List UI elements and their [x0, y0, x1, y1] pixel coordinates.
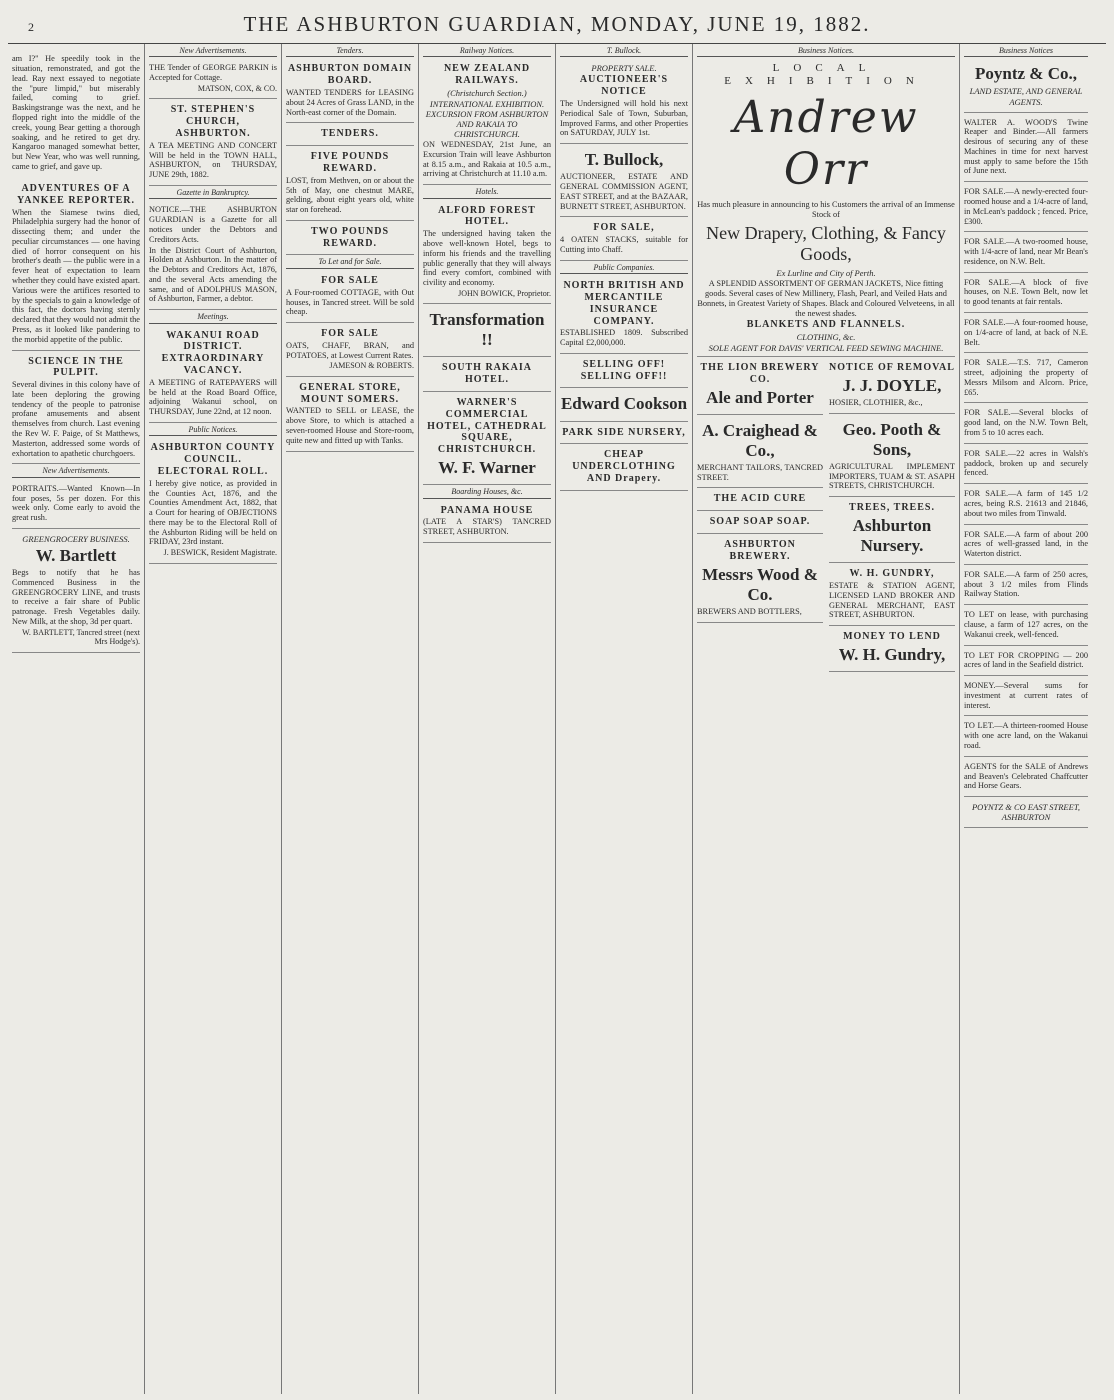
- column-5: [556, 44, 693, 1394]
- section-title: ADVENTURES OF A YANKEE REPORTER.: [16, 182, 136, 206]
- advert-text: PORTRAITS.—Wanted Known—In four poses, 5s per dozen. For this week only. Come early to avoid the great rush.: [12, 483, 140, 523]
- columns: [8, 44, 1106, 1394]
- advert-title: WARNER'S COMMERCIAL HOTEL, CATHEDRAL SQUARE, CHRISTCHURCH.: [427, 397, 547, 456]
- advert: [964, 678, 1088, 716]
- advert-title: W. H. GUNDRY,: [849, 568, 935, 580]
- advert: [560, 446, 688, 490]
- article-text: Several divines in this colony have of late been deploring the growing tendency of the people to patronise profane amusements and absent themselves from church. Last evening the Rev W. F. Paige, of St Matthews, Masterton, addressed some words of exhortation to apathetic churchgoers.: [12, 380, 140, 458]
- advert: [964, 718, 1088, 756]
- advert-title: THE ACID CURE: [713, 493, 807, 505]
- advert-text: NOTICE.—THE ASHBURTON GUARDIAN is a Gazette for all notices under the Debtors and Creditors Acts.: [149, 205, 277, 244]
- advert-title: GREENGROCERY BUSINESS.: [22, 533, 130, 544]
- advert-name: Messrs Wood & Co.: [702, 564, 818, 604]
- advert-subtitle: (Christchurch Section.): [447, 88, 527, 99]
- advert-name: W. Bartlett: [35, 545, 117, 565]
- advert: [286, 148, 414, 221]
- advert-name: J. J. DOYLE,: [842, 375, 942, 395]
- advert: [12, 531, 140, 653]
- advert: [697, 490, 823, 511]
- advert-text: FOR SALE.—A two-roomed house, with 1/4-acre of land, near Mr Bean's residence, on N.W. Belt.: [964, 237, 1088, 266]
- advert-text: I hereby give notice, as provided in the Counties Act, 1876, and the Counties Amendment Act, 1882, that a Court for hearing of OBJECTIONS there may be to the Electoral Roll of the Ashburton Riding will be held on FRIDAY, 23rd instant.: [149, 478, 277, 547]
- advert-text: WANTED TENDERS for LEASING about 24 Acres of Grass LAND, in the North-east corner of the Domain.: [286, 88, 414, 117]
- column-4: [419, 44, 556, 1394]
- advert: [560, 277, 688, 354]
- advert-title: TWO POUNDS REWARD.: [310, 225, 390, 249]
- section-head: Tenders.: [286, 46, 414, 57]
- advert-name: W. H. Gundry,: [838, 644, 946, 664]
- advert: [697, 417, 823, 489]
- advert-text: MONEY.—Several sums for investment at current rates of interest.: [964, 681, 1088, 710]
- advert: [286, 379, 414, 452]
- advert-title: TREES, TREES.: [849, 502, 935, 514]
- advert: [423, 359, 551, 392]
- article-block: [12, 180, 140, 351]
- advert-text: 4 OATEN STACKS, suitable for Cutting into Chaff.: [560, 235, 688, 254]
- advert-title: MONEY TO LEND: [843, 631, 941, 643]
- section-head: Boarding Houses, &c.: [423, 487, 551, 498]
- advert-title: NOTICE OF REMOVAL: [829, 362, 955, 374]
- advert-title: SOAP SOAP SOAP.: [709, 516, 811, 528]
- advert: [560, 424, 688, 445]
- advert: [964, 275, 1088, 313]
- advert-text: FOR SALE.—22 acres in Walsh's paddock, broken up and securely fenced.: [964, 448, 1088, 478]
- advert-signature: JAMESON & ROBERTS.: [329, 361, 414, 371]
- advert: [423, 202, 551, 305]
- advert-text: A Four-roomed COTTAGE, with Out houses, in Tancred street. Will be sold cheap.: [286, 287, 414, 317]
- advert-name: Ale and Porter: [706, 387, 814, 407]
- advert-title: FIVE POUNDS REWARD.: [310, 151, 390, 174]
- column-2: [145, 44, 282, 1394]
- advert-title: ALFORD FOREST HOTEL.: [438, 204, 536, 228]
- advert-title: FOR SALE: [321, 328, 379, 340]
- advert-subtitle: INTERNATIONAL EXHIBITION. EXCURSION FROM ASHBURTON AND RAKAIA TO CHRISTCHURCH.: [425, 99, 549, 140]
- column-7: [960, 44, 1092, 1394]
- advert: [964, 648, 1088, 677]
- advert-text: ON WEDNESDAY, 21st June, an Excursion Train will leave Ashburton at 8.15 a.m., and Rakaia at 10.5 a.m., arriving at Christchurch at 11.10 a.m.: [423, 140, 551, 179]
- advert: [964, 60, 1088, 112]
- advert: [964, 355, 1088, 403]
- advert: [964, 759, 1088, 797]
- advert-title: ASHBURTON COUNTY COUNCIL. ELECTORAL ROLL.: [150, 442, 276, 477]
- advert-title: NEW ZEALAND RAILWAYS.: [443, 63, 531, 87]
- advert: [560, 356, 688, 389]
- advert-subtitle: CLOTHING, &c.: [796, 332, 856, 343]
- advert-title: FOR SALE: [321, 274, 379, 286]
- advert-subtitle: LOCAL EXHIBITION: [724, 62, 928, 88]
- section-head: To Let and for Sale.: [286, 257, 414, 268]
- masthead-title: THE ASHBURTON GUARDIAN, MONDAY, JUNE 19, 1882.: [243, 12, 871, 36]
- advert-title: THE LION BREWERY CO.: [700, 362, 820, 385]
- advert-title: AUCTIONEER'S NOTICE: [579, 74, 669, 98]
- column-1: [8, 44, 145, 1394]
- advert-title: WAKANUI ROAD DISTRICT. EXTRAORDINARY VACANCY.: [161, 329, 265, 377]
- advert: [149, 327, 277, 423]
- sub-columns: [697, 359, 955, 674]
- section-head: Business Notices: [964, 46, 1088, 57]
- page-number: 2: [28, 20, 34, 34]
- section-head: New Advertisements.: [12, 466, 140, 477]
- advert-text: TO LET on lease, with purchasing clause, a farm of 127 acres, on the Wakanui creek, well-fenced.: [964, 610, 1088, 639]
- advert-title: ASHBURTON BREWERY.: [724, 539, 796, 562]
- advert-text: TO LET FOR CROPPING — 200 acres of land in the Seafield district.: [964, 650, 1088, 670]
- section-head: T. Bullock.: [560, 46, 688, 57]
- article-block: [12, 353, 140, 465]
- section-head: Public Notices.: [149, 425, 277, 436]
- advert-text: Has much pleasure in announcing to his Customers the arrival of an Immense Stock of: [697, 200, 955, 219]
- advert: [829, 416, 955, 497]
- advert-signature: JOHN BOWICK, Proprietor.: [458, 288, 551, 298]
- advert-title: ASHBURTON DOMAIN BOARD.: [287, 63, 413, 87]
- advert: [829, 565, 955, 626]
- section-head: Business Notices.: [697, 46, 955, 57]
- advert-text: FOR SALE.—A farm of 250 acres, about 3 1/2 miles from Flinds Railway Station.: [964, 569, 1088, 599]
- advert: [829, 359, 955, 414]
- advert: [286, 60, 414, 123]
- advert-title: New Drapery, Clothing, & Fancy Goods,: [706, 222, 946, 264]
- advert-title: BLANKETS AND FLANNELS.: [746, 319, 906, 331]
- advert-name: Ashburton Nursery.: [852, 516, 932, 556]
- advert-text: FOR SALE.—A farm of about 200 acres of well-grassed land, in the Waterton district.: [964, 529, 1088, 559]
- advert: [964, 527, 1088, 565]
- advert-name: T. Bullock,: [584, 150, 664, 170]
- advert: [286, 272, 414, 323]
- advert-text: THE Tender of GEORGE PARKIN is Accepted for Cottage.: [149, 63, 277, 83]
- advert-text: ESTABLISHED 1809. Subscribed Capital £2,000,000.: [560, 328, 688, 348]
- advert-text: ESTATE & STATION AGENT, LICENSED LAND BROKER AND GENERAL MERCHANT, EAST STREET, ASHBURTON.: [829, 580, 955, 620]
- advert-text: BREWERS AND BOTTLERS,: [697, 606, 802, 616]
- advert: [964, 799, 1088, 828]
- advert-text: FOR SALE.—A four-roomed house, on 1/4-acre of land, at back of N.E. Belt.: [964, 318, 1088, 347]
- advert-text: The undersigned having taken the above well-known Hotel, begs to inform his friends and the travelling public generally that they will always find every comfort, combined with civility and economy.: [423, 229, 551, 288]
- advert-text: FOR SALE.—A newly-erected four-roomed house and a 1/4-acre of land, in McLean's paddock ; fenced. Price, £300.: [964, 187, 1088, 226]
- advert-title: TENDERS.: [321, 128, 379, 140]
- advert-name: Poyntz & Co.,: [975, 64, 1077, 84]
- advert-text: Begs to notify that he has Commenced Business in the GREENGROCERY LINE, and trusts to receive a fair share of Public patronage. Fresh Vegetables daily. New Milk, at the shop, 3d per quart.: [12, 567, 140, 626]
- advert-title: ST. STEPHEN'S CHURCH, ASHBURTON.: [170, 104, 256, 140]
- advert-signature: POYNTZ & CO EAST STREET, ASHBURTON: [971, 802, 1081, 823]
- advert: [286, 325, 414, 377]
- advert-orr: [697, 60, 955, 357]
- advert: [12, 481, 140, 529]
- masthead: [8, 6, 1106, 44]
- advert: [560, 219, 688, 260]
- section-head: Railway Notices.: [423, 46, 551, 57]
- advert-text: A SPLENDID ASSORTMENT OF GERMAN JACKETS, Nice fitting goods. Several cases of New Millinery, Flash, Pearl, and Veiled Hats and Bonnets, in Greatest Variety of Shapes. Black and Coloured Velveteens, in all the newest shades.: [697, 279, 955, 318]
- advert-text: WANTED to SELL or LEASE, the above Store, to which is attached a seven-roomed House and Store-room, quite new and fitted up with Tanks.: [286, 406, 414, 445]
- advert-title: PANAMA HOUSE: [440, 504, 534, 516]
- advert-text: AGRICULTURAL IMPLEMENT IMPORTERS, TUAM & ST. ASAPH STREETS, CHRISTCHURCH.: [829, 461, 955, 491]
- advert-title: SOUTH RAKAIA HOTEL.: [441, 362, 533, 386]
- advert-name: Edward Cookson: [560, 394, 688, 414]
- advert: [423, 306, 551, 357]
- section-head: Gazette in Bankruptcy.: [149, 188, 277, 199]
- advert-text: A MEETING of RATEPAYERS will be held at the Road Board Office, adjoining Wakanui school, on THURSDAY, June 22nd, at 12 noon.: [149, 377, 277, 417]
- advert-text: TO LET.—A thirteen-roomed House with one acre land, on the Wakanui road.: [964, 721, 1088, 751]
- advert-name: W. F. Warner: [438, 458, 536, 478]
- advert-text: FOR SALE.—A farm of 145 1/2 acres, being R.S. 21613 and 21846, about two miles from Tinwald.: [964, 489, 1088, 518]
- column-3: [282, 44, 419, 1394]
- advert-title: SELLING OFF! SELLING OFF!!: [580, 358, 668, 382]
- advert: [829, 628, 955, 672]
- advert: [964, 567, 1088, 605]
- article-text: am I?" He speedily took in the situation, remonstrated, and got the lead. Ray next essayed to negotiate the "pure limpid," but miserably failed, coming to grief. Baskingstrange was the next, and he flopped right into the middle of the creek, young Bear getting a thorough soaking, and he retired to get dry. Kangaroo managed somewhat better, but New Year, who was well running, came to grief, and gave up.: [12, 54, 140, 171]
- advert: [286, 223, 414, 256]
- advert: [423, 502, 551, 543]
- advert-text: MERCHANT TAILORS, TANCRED STREET.: [697, 462, 823, 482]
- advert-text: FOR SALE.—A block of five houses, on N.E. Town Belt, now let to good tenants at fair rentals.: [964, 277, 1088, 307]
- advert-title: GENERAL STORE, MOUNT SOMERS.: [299, 381, 401, 405]
- advert: [697, 513, 823, 534]
- advert-text: A TEA MEETING AND CONCERT Will be held in the TOWN HALL, ASHBURTON, on THURSDAY, JUNE 29th, 1882.: [149, 140, 277, 180]
- advert-signature: MATSON, COX, & CO.: [197, 84, 277, 93]
- advert: [286, 125, 414, 146]
- advert: [423, 394, 551, 485]
- article-text: When the Siamese twins died, Philadelphia surgery had the honor of dissecting them; and under the peculiar circumstances — one having died of horror consequent on his brother's death — the public were in a fever heat of expectation to learn whether they could have existed apart. Various were the artifices resorted to by the specials to gain a knowledge of this fact, the doctors having sternly declared that they would not admit the Press, as it looked like pandering to the morbid appetite of the public.: [12, 207, 140, 344]
- advert: [560, 146, 688, 217]
- advert-text: AUCTIONEER, ESTATE AND GENERAL COMMISSION AGENT, EAST STREET, and at the BAZAAR, BURNETT STREET, ASHBURTON.: [560, 172, 688, 211]
- column-6: [693, 44, 960, 1394]
- advert: [560, 390, 688, 421]
- advert: [964, 486, 1088, 524]
- advert-text: The Undersigned will hold his next Periodical Sale of Town, Suburban, Improved Farms, and other Properties on SATURDAY, JULY 1st.: [560, 99, 688, 138]
- advert-text: WALTER A. WOOD'S Twine Reaper and Binder.—All farmers desirous of securing any of these Machines in time for next harvest must apply to same before the 15th of June next.: [964, 117, 1088, 176]
- advert: [149, 202, 277, 310]
- advert-name: Transformation !!: [429, 310, 545, 350]
- advert: [423, 60, 551, 185]
- advert-signature: W. BARTLETT, Tancred street (next Mrs Hodge's).: [22, 627, 140, 647]
- advert: [149, 439, 277, 563]
- advert: [964, 405, 1088, 443]
- advert: [964, 607, 1088, 645]
- advert-title: CHEAP UNDERCLOTHING AND Drapery.: [572, 449, 676, 484]
- advert: [829, 499, 955, 563]
- advert-text: (LATE A STAR'S) TANCRED STREET, ASHBURTON.: [423, 517, 551, 537]
- advert: [149, 101, 277, 186]
- section-title: SCIENCE IN THE PULPIT.: [28, 355, 124, 379]
- signature-logo: Andrew Orr: [733, 92, 919, 196]
- advert-subtitle: LAND ESTATE, AND GENERAL AGENTS.: [969, 86, 1083, 107]
- advert-text: FOR SALE.—T.S. 717, Cameron street, adjoining the property of Messrs Milsom and Alcorn. Price, £65.: [964, 358, 1088, 397]
- advert: [964, 234, 1088, 272]
- advert-title: PARK SIDE NURSERY,: [562, 426, 686, 438]
- section-head: Public Companies.: [560, 263, 688, 274]
- section-head: New Advertisements.: [149, 46, 277, 57]
- advert: [149, 60, 277, 99]
- advert: [697, 536, 823, 622]
- advert-signature: J. BESWICK, Resident Magistrate.: [163, 548, 277, 558]
- advert-title: FOR SALE,: [593, 222, 655, 234]
- advert-text: HOSIER, CLOTHIER, &c.,: [829, 398, 923, 408]
- advert-subtitle: SOLE AGENT FOR DAVIS' VERTICAL FEED SEWING MACHINE.: [708, 343, 944, 354]
- advert: [964, 315, 1088, 353]
- advert-text: FOR SALE.—Several blocks of good land, on the N.W. Town Belt, from 5 to 10 acres each.: [964, 408, 1088, 438]
- advert-name: A. Craighead & Co.,: [702, 420, 818, 460]
- section-head: Meetings.: [149, 312, 277, 323]
- advert-subtitle: PROPERTY SALE.: [591, 63, 657, 74]
- advert-text: LOST, from Methven, on or about the 5th of May, one chestnut MARE, gelding, about eight years old, white star on forehead.: [286, 175, 414, 215]
- advert: [964, 184, 1088, 232]
- advert: [560, 60, 688, 144]
- section-head: Hotels.: [423, 187, 551, 198]
- advert-title: NORTH BRITISH AND MERCANTILE INSURANCE COMPANY.: [563, 280, 685, 327]
- advert-text: OATS, CHAFF, BRAN, and POTATOES, at Lowest Current Rates.: [286, 340, 414, 360]
- sub-column-left: [697, 359, 823, 674]
- advert-text: AGENTS for the SALE of Andrews and Beaven's Celebrated Chaffcutter and Horse Gears.: [964, 761, 1088, 791]
- advert-name: Geo. Pooth & Sons,: [842, 419, 942, 459]
- advert: [697, 359, 823, 415]
- sub-column-right: [829, 359, 955, 674]
- advert-subtitle: Ex Lurline and City of Perth.: [776, 268, 876, 279]
- advert-text: In the District Court of Ashburton, Holden at Ashburton. In the matter of the Debtors and Creditors Act, 1876, and the several Acts amending the same, and of ADOLPHUS MASON, of Ashburton, Farmer, a debtor.: [149, 245, 277, 304]
- advert: [964, 115, 1088, 183]
- advert: [964, 446, 1088, 484]
